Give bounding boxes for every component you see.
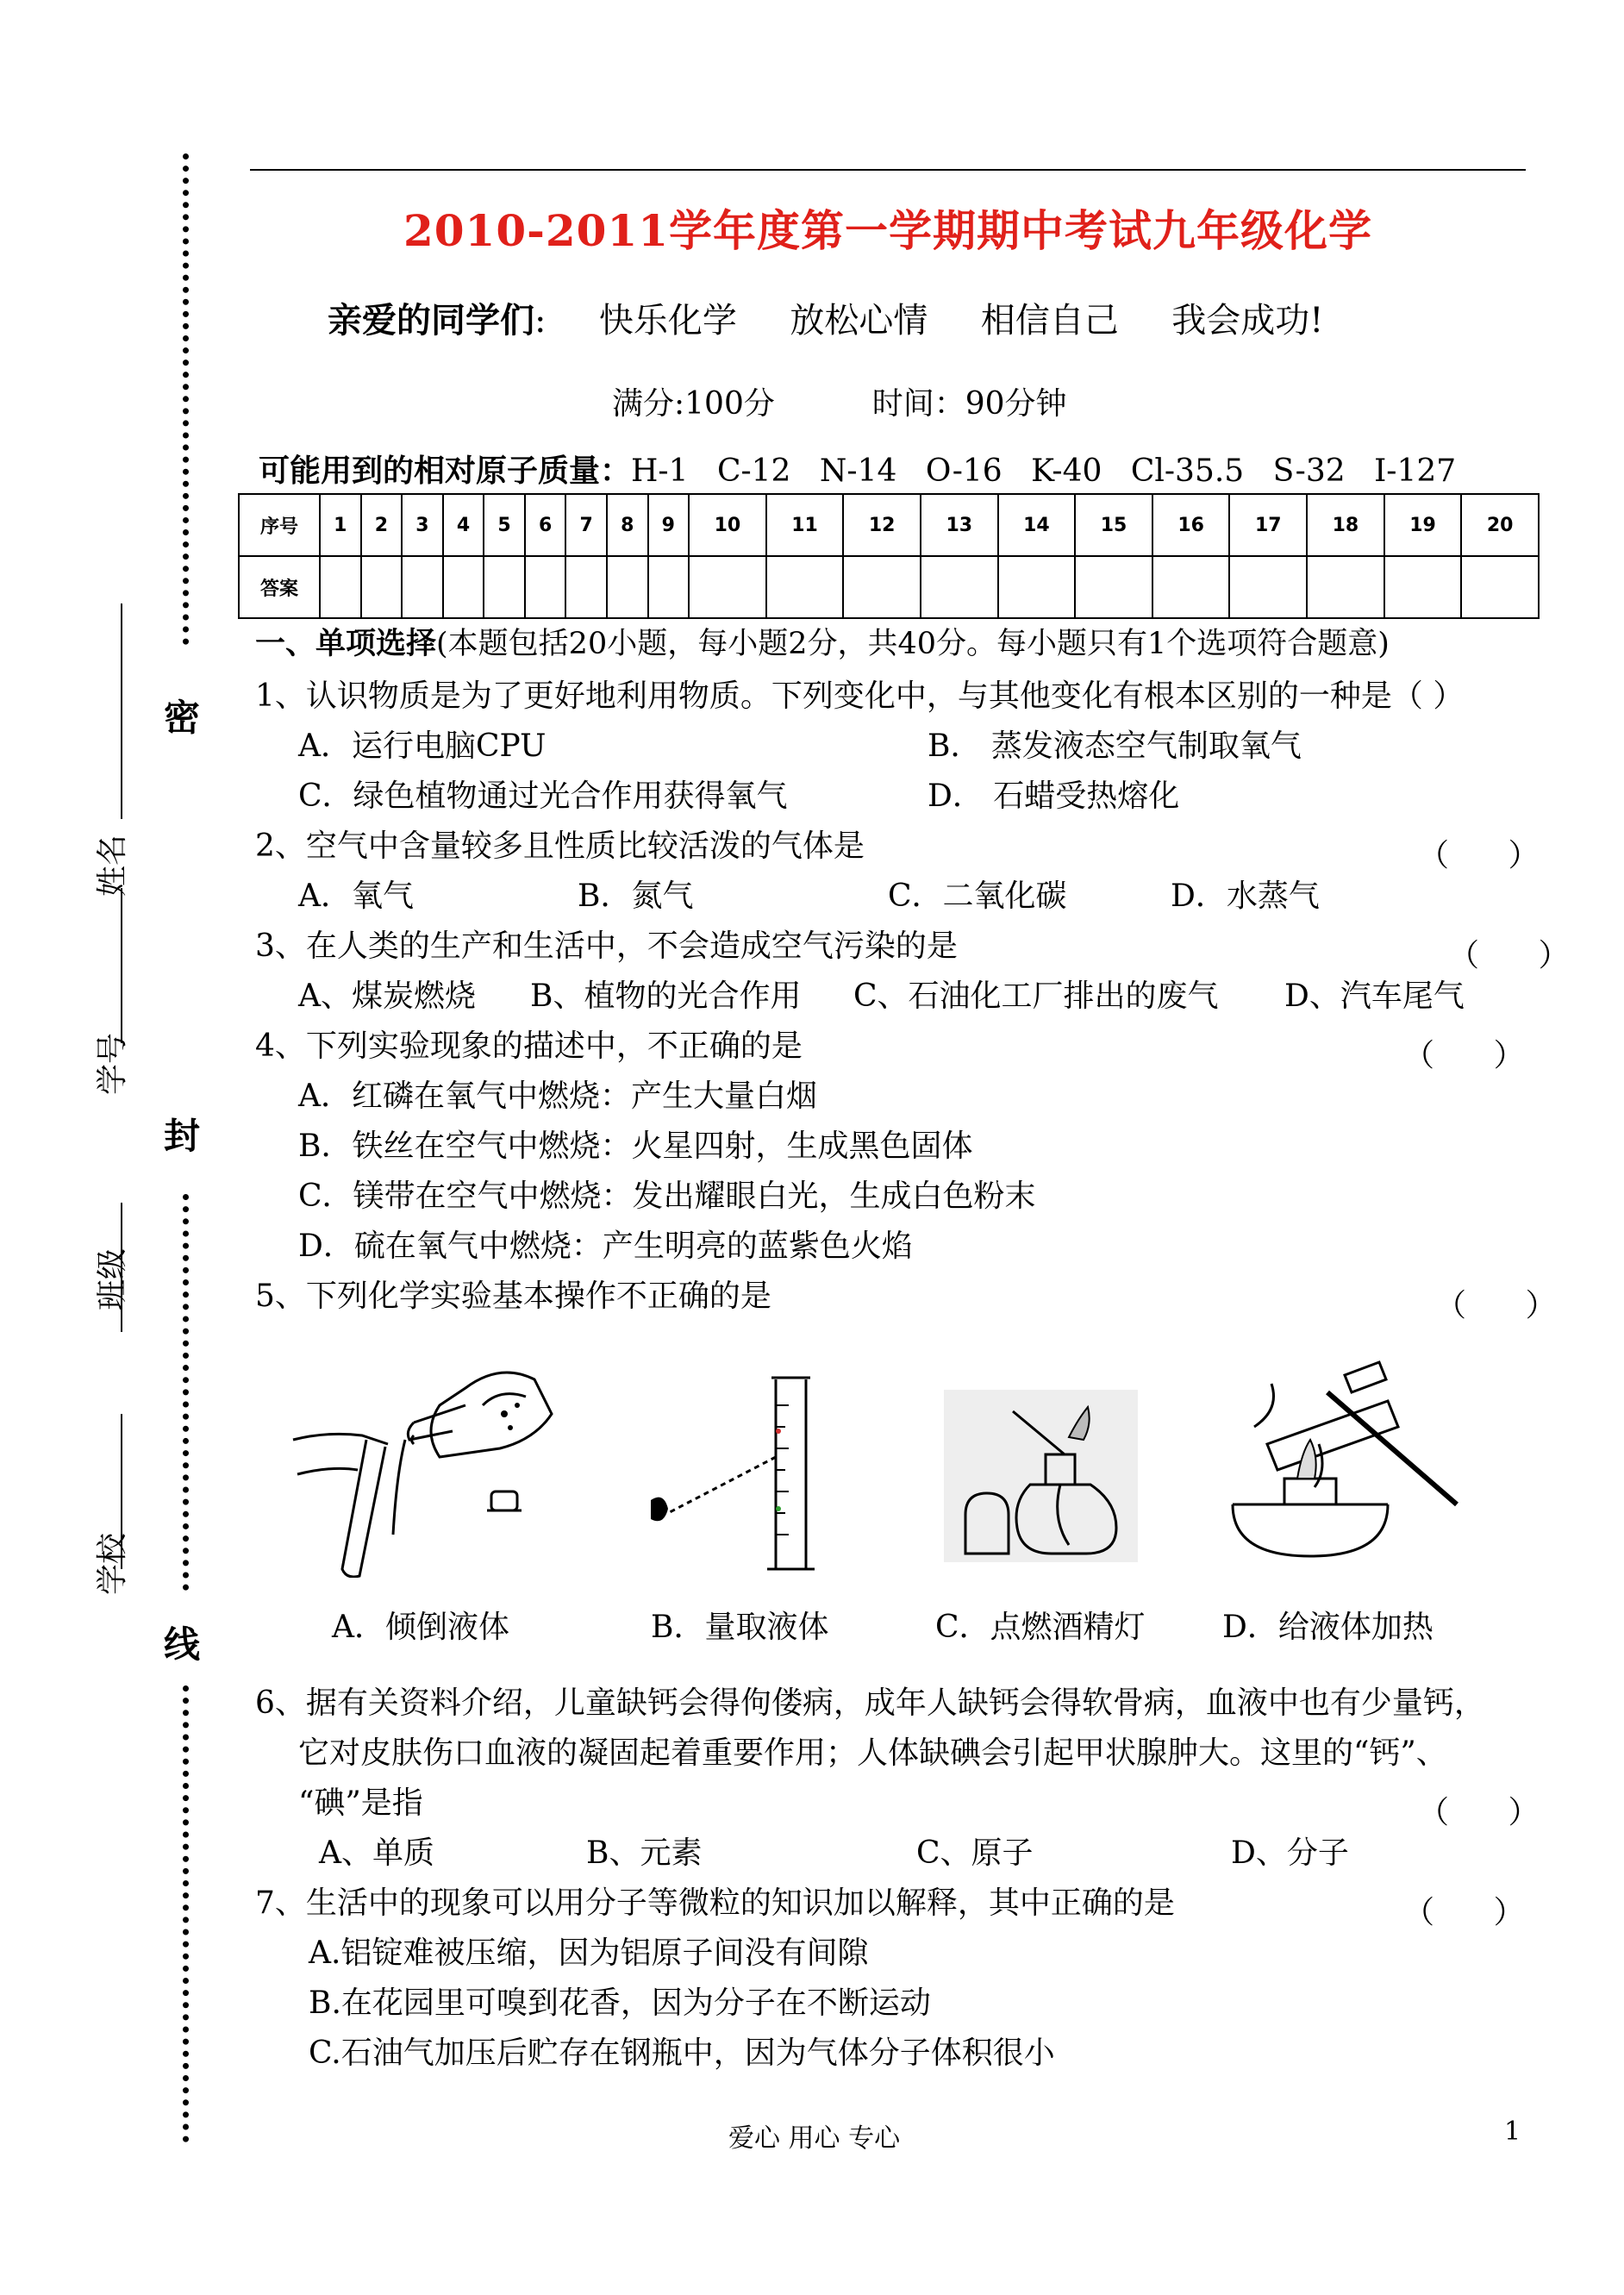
question-number-cell: 17 bbox=[1229, 494, 1307, 556]
answer-cell[interactable] bbox=[1384, 556, 1462, 618]
answer-cell[interactable] bbox=[1307, 556, 1384, 618]
answer-cell[interactable] bbox=[1152, 556, 1230, 618]
question-7-option-b: B.在花园里可嗅到花香，因为分子在不断运动 bbox=[309, 1985, 931, 2021]
greeting-phrase: 我会成功! bbox=[1171, 301, 1324, 341]
figure-pouring-liquid bbox=[284, 1354, 578, 1578]
question-7-answer-paren: （ ） bbox=[1403, 1895, 1525, 1930]
question-6-option-c: C、原子 bbox=[916, 1835, 1034, 1871]
answer-cell[interactable] bbox=[843, 556, 921, 618]
seal-char-feng: 封 bbox=[164, 1115, 201, 1157]
answer-cell[interactable] bbox=[1075, 556, 1152, 618]
question-6-stem-line-2: 它对皮肤伤口血液的凝固起着重要作用；人体缺碘会引起甲状腺肿大。这里的“钙”、 bbox=[298, 1735, 1447, 1771]
exam-title: 2010-2011学年度第一学期期中考试九年级化学 bbox=[403, 205, 1373, 256]
question-6-option-d: D、分子 bbox=[1231, 1835, 1349, 1871]
question-6-option-b: B、元素 bbox=[586, 1835, 703, 1871]
name-field-label: 姓名 bbox=[95, 834, 130, 897]
question-number-cell: 10 bbox=[689, 494, 766, 556]
answer-cell[interactable] bbox=[525, 556, 566, 618]
binding-dotted-line-middle bbox=[183, 1194, 189, 1591]
question-number-cell: 4 bbox=[443, 494, 484, 556]
mass-item: C-12 bbox=[716, 453, 791, 489]
question-4-option-c: C．镁带在空气中燃烧：发出耀眼白光，生成白色粉末 bbox=[298, 1179, 1036, 1214]
school-field-label: 学校 bbox=[95, 1532, 130, 1595]
question-number-cell: 6 bbox=[525, 494, 566, 556]
section-heading-note: (本题包括20小题，每小题2分，共40分。每小题只有1个选项符合题意) bbox=[436, 627, 1390, 661]
question-3-answer-paren: （ ） bbox=[1448, 938, 1570, 973]
answer-cell[interactable] bbox=[998, 556, 1076, 618]
question-6-stem-line-3: “碘”是指 bbox=[298, 1785, 423, 1821]
question-2-option-b: B．氮气 bbox=[578, 879, 694, 914]
header-rule bbox=[250, 169, 1526, 171]
question-number-cell: 15 bbox=[1075, 494, 1152, 556]
question-2-option-a: A．氧气 bbox=[298, 879, 414, 914]
mass-item: S-32 bbox=[1272, 453, 1346, 489]
answer-cell[interactable] bbox=[402, 556, 443, 618]
seal-char-xian: 线 bbox=[164, 1623, 201, 1666]
binding-dotted-line-lower bbox=[183, 1685, 189, 2142]
question-6-stem-line-1: 6、据有关资料介绍，儿童缺钙会得佝偻病，成年人缺钙会得软骨病，血液中也有少量钙， bbox=[255, 1685, 1485, 1721]
question-5-stem: 5、下列化学实验基本操作不正确的是 bbox=[255, 1279, 771, 1314]
class-field-label: 班级 bbox=[95, 1248, 130, 1310]
question-1-option-a: A．运行电脑CPU bbox=[298, 729, 547, 764]
question-7-option-a: A.铝锭难被压缩，因为铝原子间没有间隙 bbox=[309, 1935, 869, 1971]
number-field-label: 学号 bbox=[95, 1032, 130, 1095]
answer-cell[interactable] bbox=[921, 556, 998, 618]
figure-lighting-alcohol-lamp bbox=[944, 1390, 1138, 1562]
question-1-stem: 1、认识物质是为了更好地利用物质。下列变化中，与其他变化有根本区别的一种是（ ） bbox=[255, 678, 1465, 714]
question-number-cell: 16 bbox=[1152, 494, 1230, 556]
question-5-option-c: C．点燃酒精灯 bbox=[935, 1610, 1146, 1645]
question-number-cell: 18 bbox=[1307, 494, 1384, 556]
answer-cell[interactable] bbox=[565, 556, 607, 618]
greeting-phrase: 放松心情 bbox=[790, 301, 928, 341]
figure-measuring-liquid bbox=[634, 1371, 832, 1586]
question-2-option-d: D．水蒸气 bbox=[1171, 879, 1320, 914]
question-number-cell: 14 bbox=[998, 494, 1076, 556]
seal-char-mi: 密 bbox=[164, 697, 201, 739]
question-1-option-d: D． 石蜡受热熔化 bbox=[928, 779, 1180, 814]
question-6-answer-paren: （ ） bbox=[1418, 1795, 1540, 1830]
answer-table-answer-row bbox=[239, 556, 1539, 618]
question-number-cell: 1 bbox=[320, 494, 361, 556]
question-number-cell: 3 bbox=[402, 494, 443, 556]
question-number-cell: 20 bbox=[1461, 494, 1539, 556]
answer-cell[interactable] bbox=[607, 556, 648, 618]
full-score: 满分:100分 bbox=[612, 386, 775, 422]
question-number-cell: 8 bbox=[607, 494, 648, 556]
question-1-option-c: C．绿色植物通过光合作用获得氧气 bbox=[298, 779, 788, 814]
question-number-cell: 12 bbox=[843, 494, 921, 556]
greeting-lead: 亲爱的同学们 bbox=[328, 301, 534, 341]
question-number-cell: 13 bbox=[921, 494, 998, 556]
answer-cell[interactable] bbox=[766, 556, 844, 618]
page-number: 1 bbox=[1504, 2117, 1521, 2147]
mass-item: N-14 bbox=[819, 453, 897, 489]
binding-dotted-line-top bbox=[183, 153, 189, 645]
question-4-stem: 4、下列实验现象的描述中，不正确的是 bbox=[255, 1029, 803, 1064]
question-3-option-d: D、汽车尾气 bbox=[1284, 979, 1465, 1014]
section-heading-title: 一、单项选择 bbox=[255, 627, 437, 661]
question-3-stem: 3、在人类的生产和生活中，不会造成空气污染的是 bbox=[255, 929, 958, 964]
question-5-option-b: B．量取液体 bbox=[651, 1610, 829, 1645]
answer-cell[interactable] bbox=[320, 556, 361, 618]
mass-item: Cl-35.5 bbox=[1130, 453, 1245, 489]
answer-cell[interactable] bbox=[484, 556, 525, 618]
footer-motto: 爱心 用心 专心 bbox=[728, 2123, 901, 2154]
atomic-masses-label: 可能用到的相对原子质量： bbox=[259, 453, 632, 489]
answer-cell[interactable] bbox=[648, 556, 690, 618]
question-3-option-b: B、植物的光合作用 bbox=[530, 979, 802, 1014]
question-2-option-c: C．二氧化碳 bbox=[888, 879, 1067, 914]
row-label-number: 序号 bbox=[239, 494, 320, 556]
question-number-cell: 9 bbox=[648, 494, 690, 556]
mass-item: H-1 bbox=[631, 453, 689, 489]
question-7-stem: 7、生活中的现象可以用分子等微粒的知识加以解释，其中正确的是 bbox=[255, 1885, 1175, 1921]
question-4-option-a: A．红磷在氧气中燃烧：产生大量白烟 bbox=[298, 1079, 817, 1114]
question-5-option-d: D．给液体加热 bbox=[1222, 1610, 1433, 1645]
answer-cell[interactable] bbox=[689, 556, 766, 618]
question-3-option-c: C、石油化工厂排出的废气 bbox=[853, 979, 1219, 1014]
question-6-option-a: A、单质 bbox=[319, 1835, 434, 1871]
greeting-phrase: 快乐化学 bbox=[598, 301, 737, 341]
question-number-cell: 2 bbox=[361, 494, 403, 556]
answer-table-number-row bbox=[239, 494, 1539, 556]
question-number-cell: 7 bbox=[565, 494, 607, 556]
question-4-option-d: D．硫在氧气中燃烧：产生明亮的蓝紫色火焰 bbox=[298, 1229, 913, 1264]
greeting-phrase: 相信自己 bbox=[980, 301, 1119, 341]
question-number-cell: 19 bbox=[1384, 494, 1462, 556]
question-7-option-c: C.石油气加压后贮存在钢瓶中，因为气体分子体积很小 bbox=[309, 2035, 1055, 2071]
exam-time: 时间：90分钟 bbox=[871, 386, 1067, 422]
section-heading bbox=[255, 629, 1390, 660]
question-2-answer-paren: （ ） bbox=[1418, 838, 1540, 873]
number-field-line bbox=[121, 888, 122, 1043]
question-1-option-b: B． 蒸发液态空气制取氧气 bbox=[928, 729, 1302, 764]
question-4-option-b: B．铁丝在空气中燃烧：火星四射，生成黑色固体 bbox=[298, 1129, 973, 1164]
mass-item: I-127 bbox=[1374, 453, 1457, 489]
greeting-colon: : bbox=[534, 301, 547, 341]
question-5-option-a: A．倾倒液体 bbox=[332, 1610, 509, 1645]
mass-item: K-40 bbox=[1031, 453, 1102, 489]
question-4-answer-paren: （ ） bbox=[1403, 1038, 1525, 1073]
greeting-line bbox=[328, 293, 1323, 342]
question-number-cell: 11 bbox=[766, 494, 844, 556]
atomic-masses bbox=[259, 447, 1456, 491]
question-number-cell: 5 bbox=[484, 494, 525, 556]
question-2-stem: 2、空气中含量较多且性质比较活泼的气体是 bbox=[255, 829, 865, 864]
row-label-answer: 答案 bbox=[239, 556, 320, 618]
mass-item: O-16 bbox=[925, 453, 1003, 489]
exam-meta bbox=[612, 379, 1067, 423]
answer-cell[interactable] bbox=[1229, 556, 1307, 618]
figure-heating-liquid bbox=[1215, 1349, 1474, 1573]
question-3-option-a: A、煤炭燃烧 bbox=[298, 979, 476, 1014]
answer-cell[interactable] bbox=[443, 556, 484, 618]
answer-table bbox=[238, 493, 1540, 619]
answer-cell[interactable] bbox=[1461, 556, 1539, 618]
question-5-answer-paren: （ ） bbox=[1435, 1288, 1557, 1323]
name-field-line bbox=[121, 603, 122, 819]
answer-cell[interactable] bbox=[361, 556, 403, 618]
